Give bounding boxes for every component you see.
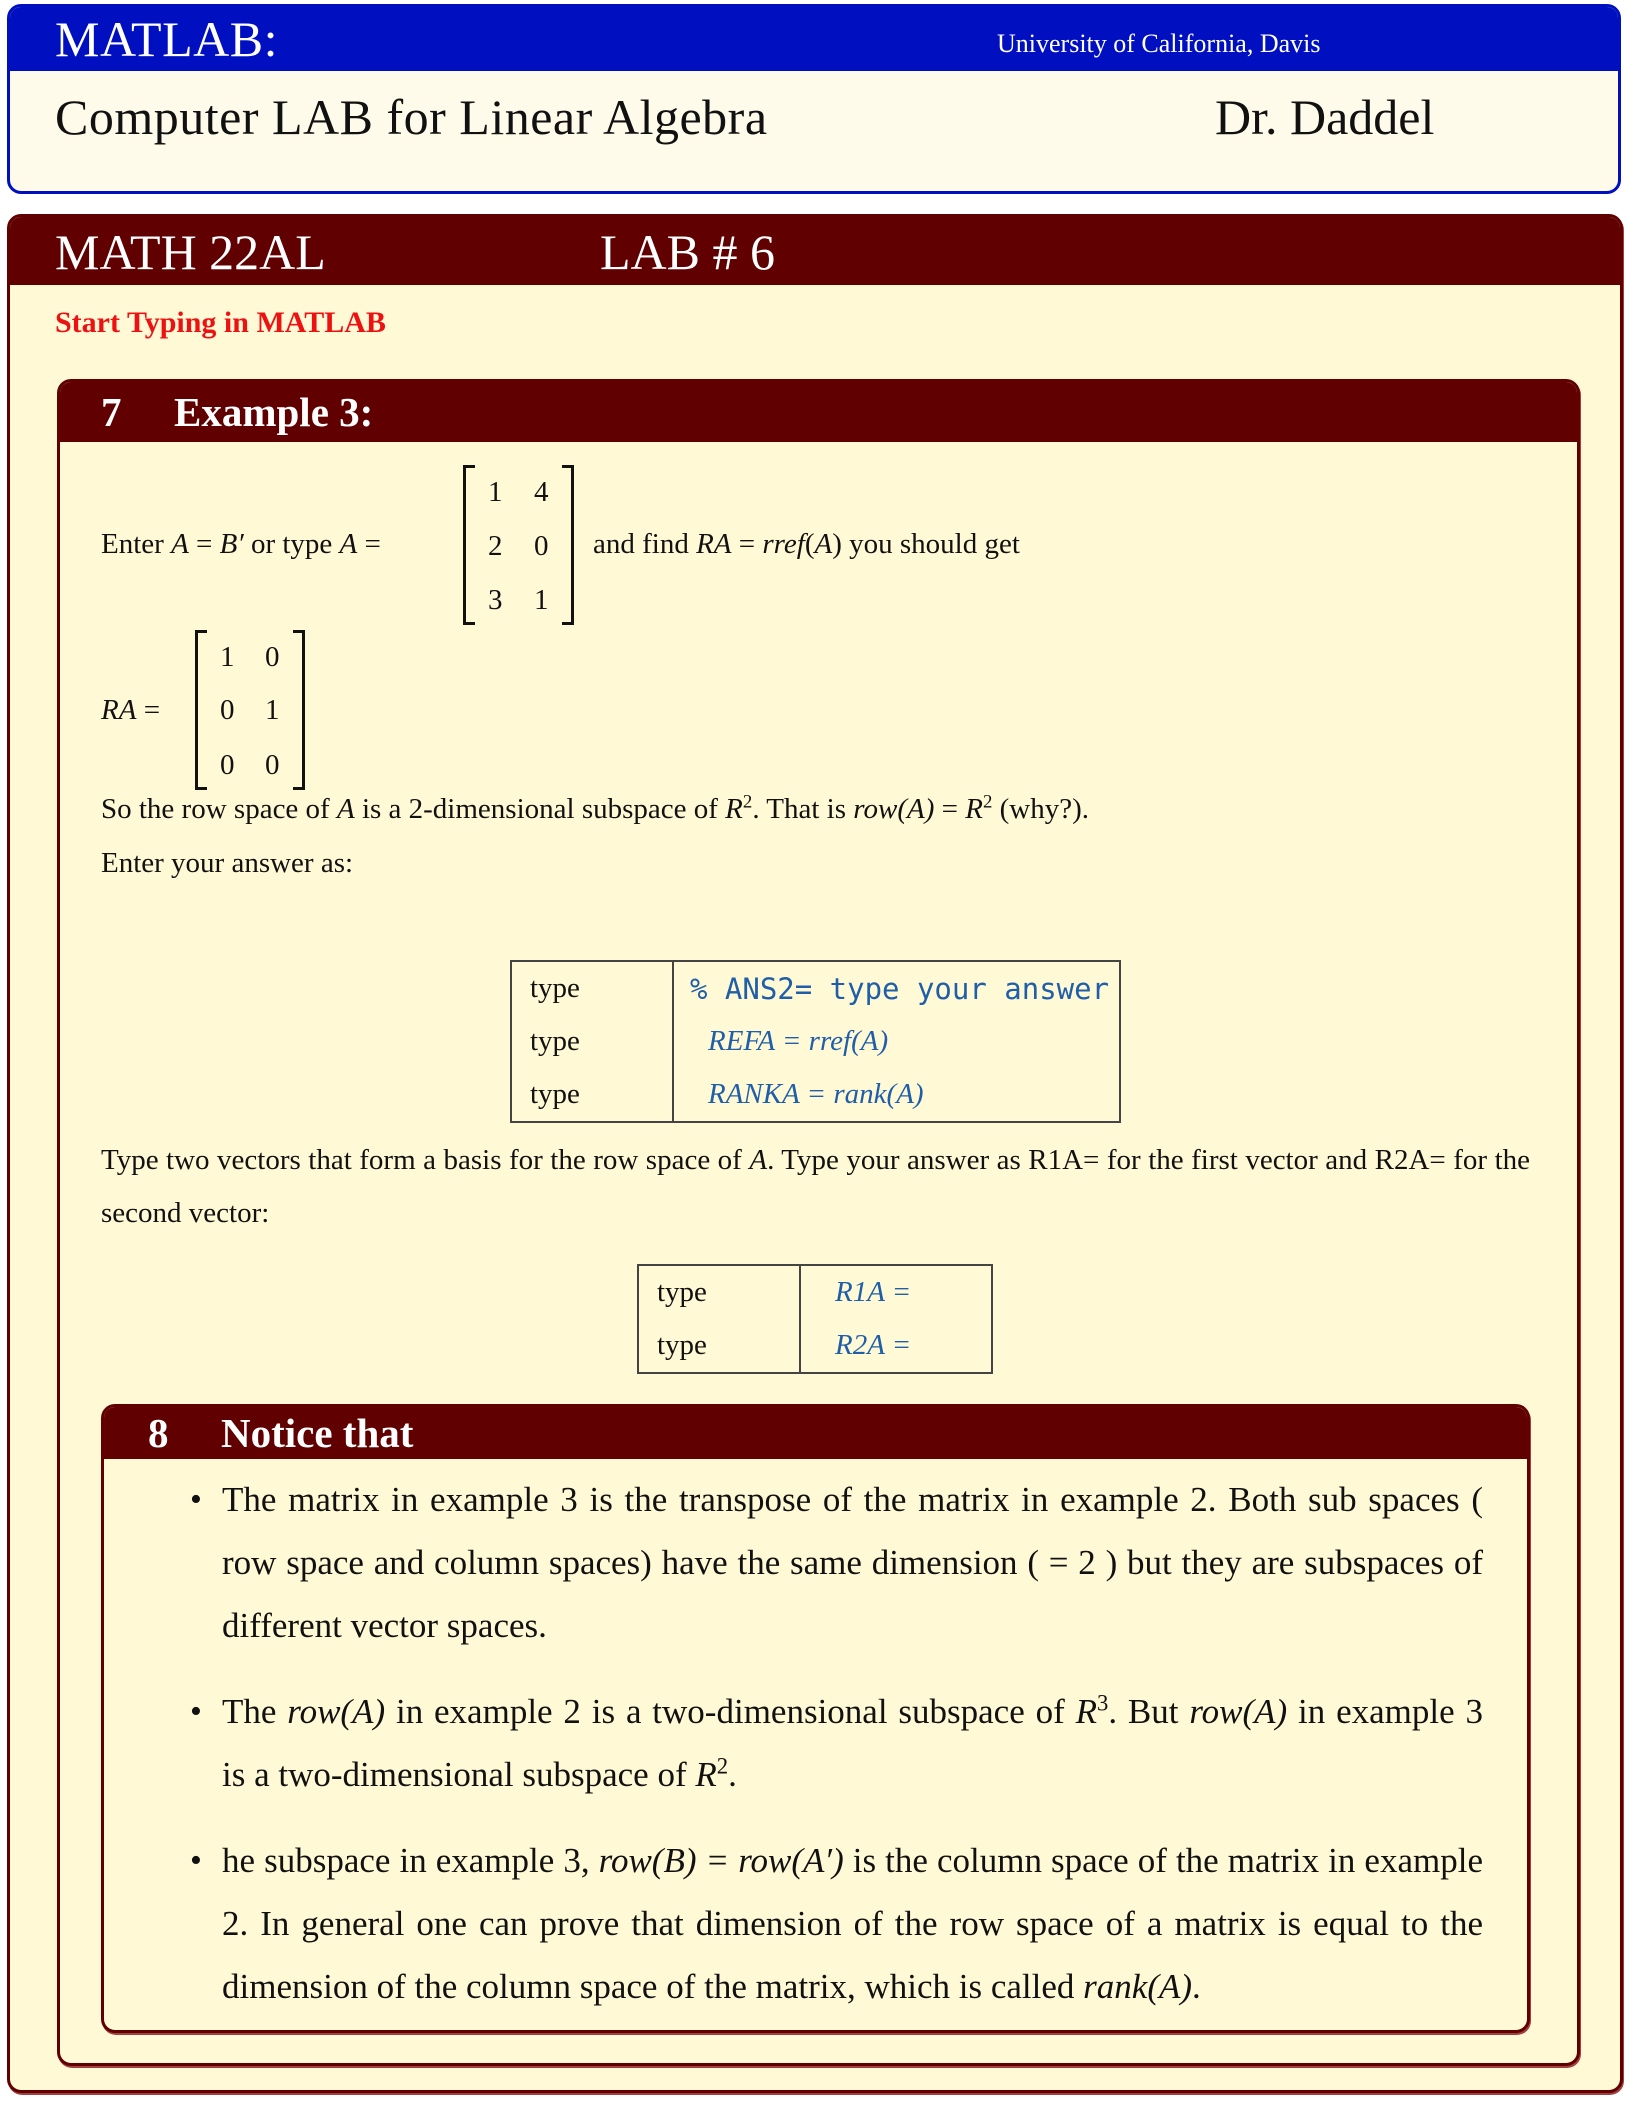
lab-number: LAB # 6 bbox=[600, 224, 775, 280]
matrix-cell: 3 bbox=[488, 584, 503, 616]
answer-value: % ANS2= type your answer bbox=[673, 961, 1120, 1015]
matrix-cell: 0 bbox=[220, 694, 235, 726]
text-segment: = bbox=[136, 694, 161, 726]
right-bracket bbox=[293, 630, 305, 790]
text-segment: he subspace in example 3, bbox=[222, 1841, 599, 1880]
matrix-cell: 1 bbox=[220, 641, 235, 673]
math-expr: row(B) = row(A′) bbox=[598, 1841, 844, 1880]
answer-table-2 bbox=[637, 1264, 993, 1374]
basis-instruction bbox=[101, 1134, 1530, 1240]
answer-type-label: type bbox=[657, 1276, 707, 1308]
math-var: R bbox=[725, 793, 743, 825]
text-segment: ) bbox=[832, 528, 842, 560]
matrix-cell: 1 bbox=[265, 694, 280, 726]
notice-bullet bbox=[190, 1829, 1483, 2018]
text-segment: Enter bbox=[101, 528, 172, 560]
text-segment: = bbox=[934, 793, 966, 825]
text-segment: is a 2-dimensional subspace of bbox=[354, 793, 726, 825]
answer-row bbox=[638, 1319, 992, 1373]
matrix-cell: 1 bbox=[488, 476, 503, 508]
math-var: B′ bbox=[219, 528, 244, 560]
text-segment: (why?). bbox=[992, 793, 1090, 825]
answer-row bbox=[511, 1068, 1120, 1122]
math-expr: row(A) bbox=[287, 1692, 386, 1731]
find-ra-text bbox=[593, 526, 1020, 562]
bullet-icon: • bbox=[190, 1842, 202, 1879]
answer-type-label: type bbox=[657, 1329, 707, 1361]
lab-box bbox=[7, 214, 1623, 2093]
text-segment: . Type your answer as R1A= for the first vector and R2A= for the second vector: bbox=[101, 1144, 1530, 1229]
text-segment: you should get bbox=[841, 528, 1020, 560]
math-var: A bbox=[814, 528, 833, 560]
text-segment: ( bbox=[804, 528, 815, 560]
answer-table-1 bbox=[510, 960, 1121, 1123]
answer-type-label: type bbox=[530, 972, 580, 1004]
enter-a-text bbox=[101, 526, 381, 562]
math-expr: R bbox=[695, 1755, 717, 1794]
notice-bullet bbox=[190, 1680, 1483, 1806]
notice-bullet-list bbox=[190, 1468, 1483, 2033]
answer-table-2-body bbox=[638, 1265, 992, 1373]
answer-value: REFA = rref(A) bbox=[673, 1015, 1120, 1068]
matrix-cell: 0 bbox=[265, 749, 280, 781]
course-header bbox=[7, 4, 1621, 194]
math-var: A bbox=[339, 528, 358, 560]
answer-value: RANKA = rank(A) bbox=[673, 1068, 1120, 1122]
text-segment: in example 3 is a two-dimensional subspace of bbox=[222, 1692, 1483, 1794]
answer-table-1-body bbox=[511, 961, 1120, 1122]
text-segment: The bbox=[222, 1692, 288, 1731]
text-segment: . But bbox=[1108, 1692, 1190, 1731]
math-var: (A) bbox=[897, 793, 935, 825]
math-var: R bbox=[965, 793, 983, 825]
text-segment: = bbox=[357, 528, 381, 560]
notice-bullet bbox=[190, 1468, 1483, 1657]
row-space-sentence bbox=[101, 791, 1089, 827]
text-segment: in example 2 is a two-dimensional subspace of bbox=[385, 1692, 1076, 1731]
text-segment: = bbox=[188, 528, 220, 560]
section-notice bbox=[101, 1404, 1530, 2033]
math-func: rref bbox=[762, 528, 805, 560]
section-example-3 bbox=[57, 379, 1580, 2066]
section-title: Notice that bbox=[221, 1410, 414, 1456]
text-segment: . bbox=[1192, 1967, 1201, 2006]
bullet-icon: • bbox=[190, 1481, 202, 1518]
text-segment: So the row space of bbox=[101, 793, 337, 825]
enter-answer-label: Enter your answer as: bbox=[101, 847, 354, 879]
section-number: 8 bbox=[148, 1410, 169, 1456]
math-var: A bbox=[749, 1144, 768, 1176]
math-var: A bbox=[171, 528, 189, 560]
left-bracket bbox=[195, 630, 207, 790]
matrix-cell: 4 bbox=[534, 476, 549, 508]
header-title: MATLAB: bbox=[55, 11, 278, 67]
math-expr: row(A) bbox=[1189, 1692, 1288, 1731]
math-expr: R bbox=[1075, 1692, 1097, 1731]
answer-row bbox=[511, 1015, 1120, 1068]
lab-course: MATH 22AL bbox=[55, 224, 326, 280]
answer-type-label: type bbox=[530, 1025, 580, 1057]
matrix-cell: 0 bbox=[220, 749, 235, 781]
section-title: Example 3: bbox=[174, 389, 374, 435]
answer-type-label: type bbox=[530, 1078, 580, 1110]
matrix-cell: 1 bbox=[534, 584, 549, 616]
text-segment: . bbox=[728, 1755, 737, 1794]
math-var: RA bbox=[101, 694, 137, 726]
university-name: University of California, Davis bbox=[997, 29, 1321, 58]
answer-value: R2A = bbox=[800, 1319, 992, 1373]
exponent: 2 bbox=[982, 791, 993, 813]
answer-value: R1A = bbox=[800, 1265, 992, 1319]
text-segment: . That is bbox=[752, 793, 854, 825]
text-segment: Type two vectors that form a basis for the row space of bbox=[101, 1144, 750, 1176]
text-segment: The matrix in example 3 is the transpose of the matrix in example 2. Both sub spaces ( row space and column spaces) have the same dimension ( = 2 ) but they are subspaces of different vector spaces. bbox=[222, 1480, 1483, 1645]
exponent: 3 bbox=[1096, 1690, 1109, 1716]
math-var: A bbox=[336, 793, 355, 825]
exponent: 2 bbox=[742, 791, 753, 813]
text-segment: and find bbox=[593, 528, 697, 560]
math-var: RA bbox=[696, 528, 732, 560]
instructor-name: Dr. Daddel bbox=[1215, 89, 1435, 145]
math-func: row bbox=[853, 793, 898, 825]
right-bracket bbox=[562, 465, 574, 625]
start-typing-label: Start Typing in MATLAB bbox=[55, 306, 386, 339]
ra-label bbox=[101, 692, 160, 728]
text-segment: is the column space of the matrix in example 2. In general one can prove that dimension of the row space of a matrix is equal to the dimension of the column space of the matrix, which is called bbox=[222, 1841, 1483, 2006]
section-number: 7 bbox=[101, 389, 122, 435]
answer-row bbox=[511, 961, 1120, 1015]
text-segment: = bbox=[731, 528, 763, 560]
text-segment: or type bbox=[243, 528, 340, 560]
course-title: Computer LAB for Linear Algebra bbox=[55, 89, 768, 145]
matrix-cell: 0 bbox=[534, 530, 549, 562]
answer-row bbox=[638, 1265, 992, 1319]
left-bracket bbox=[463, 465, 475, 625]
math-expr: rank(A) bbox=[1083, 1967, 1193, 2006]
exponent: 2 bbox=[716, 1753, 729, 1779]
matrix-cell: 2 bbox=[488, 530, 503, 562]
matrix-cell: 0 bbox=[265, 641, 280, 673]
bullet-icon: • bbox=[190, 1693, 202, 1730]
